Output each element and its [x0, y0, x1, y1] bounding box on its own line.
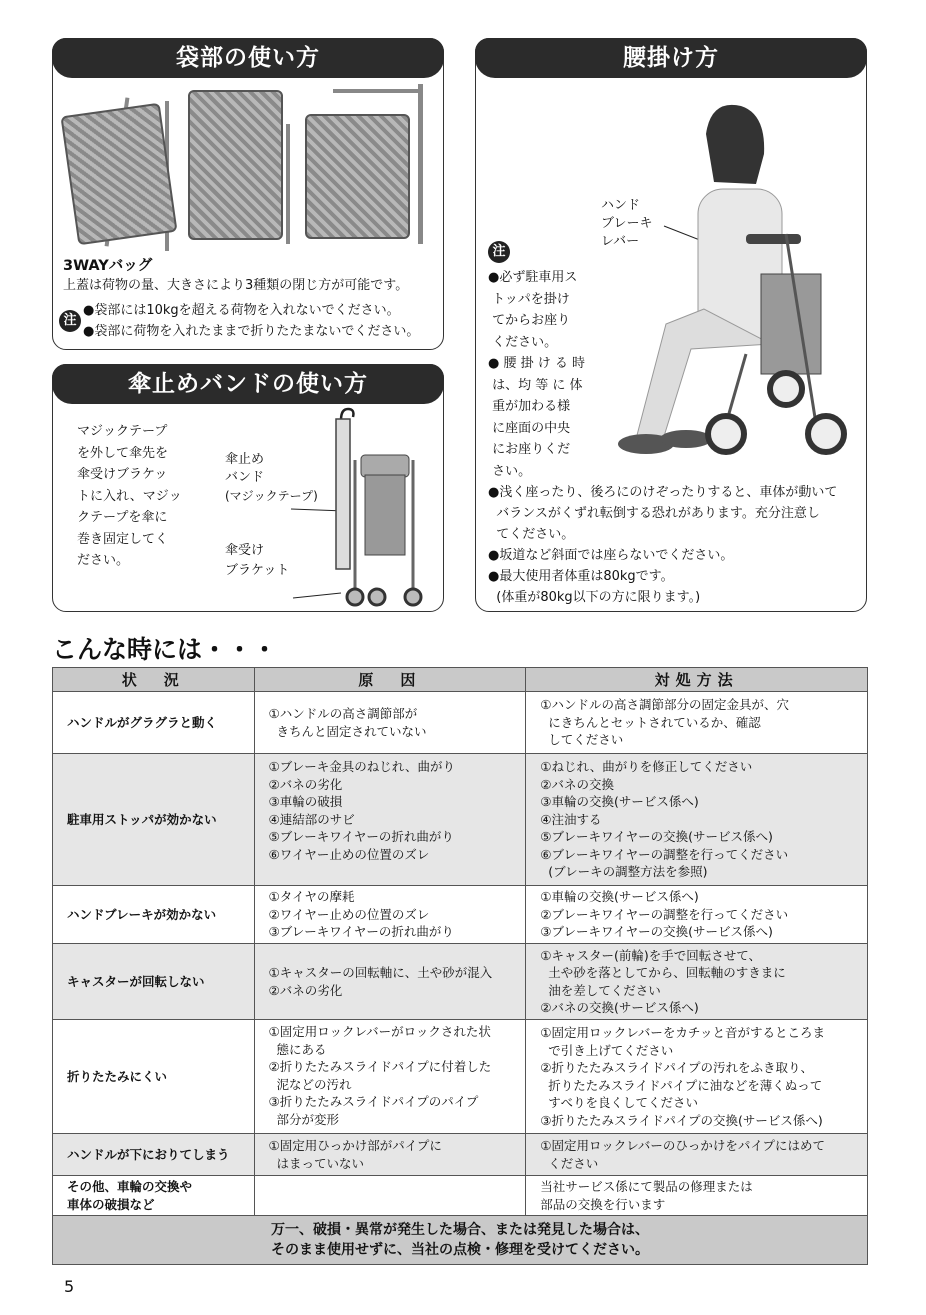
- note-line: トッパを掛け: [488, 291, 570, 307]
- bag-note-2: ●袋部に荷物を入れたままで折りたたまないでください。: [83, 324, 420, 339]
- label-line: 傘止め: [225, 452, 265, 467]
- cause-cell: [254, 886, 526, 944]
- footer-line: 万一、破損・異常が発生した場合、または発見した場合は、: [271, 1222, 649, 1238]
- cell-line: ②折りたたみスライドパイプの汚れをふき取り、: [540, 1060, 814, 1075]
- instruction-line: 巻き固定してく: [77, 531, 169, 547]
- label-line: ブレーキ: [601, 216, 653, 231]
- remedy-cell: [526, 944, 868, 1020]
- cell-line: ①ハンドルの高さ調節部が: [268, 706, 418, 721]
- situation-cell: ハンドルが下におりてしまう: [53, 1134, 255, 1176]
- cell-line: 車体の破損など: [67, 1196, 155, 1212]
- cell-line: ③ブレーキワイヤーの折れ曲がり: [268, 924, 454, 940]
- label-line: ブラケット: [225, 563, 290, 578]
- cell-line: ③車輪の交換(サービス係へ): [540, 794, 699, 810]
- cell-line: にきちんとセットされているか、確認: [540, 714, 761, 730]
- sitting-notes-narrow: [488, 267, 585, 482]
- bag-description: 上蓋は荷物の量、大きさにより3種類の閉じ方が可能です。: [63, 278, 409, 293]
- cause-cell: [254, 1020, 526, 1134]
- cell-line: ①固定用ひっかけ部がパイプに: [268, 1138, 442, 1153]
- note-line: ●必ず駐車用ス: [488, 270, 578, 285]
- cell-line: ③折りたたみスライドパイプのパイプ: [268, 1094, 479, 1109]
- cell-line: ③ブレーキワイヤーの交換(サービス係へ): [540, 924, 773, 940]
- cell-line: ①キャスター(前輪)を手で回転させて、: [540, 947, 762, 963]
- remedy-cell: [526, 886, 868, 944]
- note-line: てください。: [488, 527, 575, 542]
- table-row: [53, 1134, 868, 1176]
- cell-line: してください: [540, 732, 624, 748]
- cell-line: ①固定用ロックレバーがロックされた状: [268, 1024, 491, 1039]
- caution-icon: 注: [488, 241, 510, 263]
- cell-line: ④注油する: [540, 811, 602, 827]
- footer-line: そのまま使用せずに、当社の点検・修理を受けてください。: [271, 1242, 649, 1258]
- cell-line: ②バネの劣化: [268, 776, 343, 792]
- cell-line: ③車輪の破損: [268, 794, 343, 809]
- cell-line: ①ブレーキ金具のねじれ、曲がり: [268, 759, 455, 774]
- note-line: ●浅く座ったり、後ろにのけぞったりすると、車体が動いて: [488, 485, 838, 500]
- cell-line: ①固定用ロックレバーのひっかけをパイプにはめて: [540, 1138, 826, 1153]
- bag-subtitle: 3WAYバッグ: [63, 258, 153, 274]
- cell-line: 土や砂を落としてから、回転軸のすきまに: [540, 965, 786, 980]
- label-line: ハンド: [601, 198, 641, 213]
- note-line: バランスがくずれ転倒する恐れがあります。充分注意し: [488, 506, 820, 521]
- cell-line: ⑤ブレーキワイヤーの交換(サービス係へ): [540, 829, 773, 845]
- cell-line: 折りたたみスライドパイプに油などを薄くぬって: [540, 1077, 823, 1093]
- instruction-line: ださい。: [77, 553, 130, 568]
- cell-line: 当社サービス係にて製品の修理または: [540, 1179, 753, 1194]
- umbrella-walker-illustration: [273, 405, 423, 610]
- cell-line: 部品の交換を行います: [540, 1196, 666, 1212]
- note-line: てからお座り: [488, 313, 571, 328]
- remedy-cell: [526, 1134, 868, 1176]
- bag-photo-2: [188, 84, 298, 249]
- situation-cell: キャスターが回転しない: [53, 944, 255, 1020]
- situation-cell: 折りたたみにくい: [53, 1020, 255, 1134]
- sitting-title: 腰掛け方: [475, 38, 867, 78]
- situation-cell: 駐車用ストッパが効かない: [53, 754, 255, 886]
- cell-line: その他、車輪の交換や: [67, 1179, 193, 1194]
- warning-footer: [53, 1216, 868, 1265]
- umbrella-band-panel: [52, 364, 444, 612]
- situation-cell: ハンドルがグラグラと動く: [53, 692, 255, 754]
- cell-line: (ブレーキの調整方法を参照): [540, 864, 708, 880]
- instruction-line: 傘受けブラケッ: [77, 467, 168, 482]
- cell-line: すべりを良くしてください: [540, 1095, 698, 1110]
- remedy-cell: [526, 692, 868, 754]
- cell-line: ②バネの劣化: [268, 982, 343, 998]
- bag-usage-panel: [52, 38, 444, 350]
- label-line: 傘受け: [225, 543, 265, 558]
- cell-line: ください: [540, 1155, 599, 1171]
- cell-line: ①タイヤの摩耗: [268, 889, 355, 905]
- cell-line: ④連結部のサビ: [268, 811, 355, 827]
- sitting-notes-wide: [488, 482, 837, 608]
- cell-line: はまっていない: [268, 1155, 364, 1171]
- note-line: (体重が80kg以下の方に限ります。): [488, 590, 701, 605]
- note-line: 重が加わる様: [488, 399, 571, 414]
- note-line: にお座りくだ: [488, 442, 571, 457]
- label-line: バンド: [225, 470, 265, 485]
- situation-cell: ハンドブレーキが効かない: [53, 886, 255, 944]
- cell-line: ⑤ブレーキワイヤーの折れ曲がり: [268, 829, 454, 844]
- cell-line: ②ブレーキワイヤーの調整を行ってください: [540, 906, 789, 922]
- cell-line: 泥などの汚れ: [268, 1076, 352, 1092]
- cell-line: ②ワイヤー止めの位置のズレ: [268, 906, 430, 922]
- umbrella-band-title: 傘止めバンドの使い方: [52, 364, 444, 404]
- instruction-line: クテープを傘に: [77, 510, 168, 525]
- cell-line: ①ねじれ、曲がりを修正してください: [540, 759, 753, 775]
- bag-photo-3: [303, 84, 433, 249]
- label-line: (マジックテープ): [225, 489, 318, 503]
- cell-line: ①固定用ロックレバーをカチッと音がするところま: [540, 1025, 826, 1040]
- cause-cell: [254, 1176, 526, 1216]
- table-footer-row: [53, 1216, 868, 1265]
- remedy-cell: [526, 1176, 868, 1216]
- cell-line: ①車輪の交換(サービス係へ): [540, 889, 699, 905]
- cell-line: 部分が変形: [268, 1111, 339, 1127]
- header-remedy: 対処方法: [526, 668, 868, 692]
- table-row: [53, 692, 868, 754]
- bag-note-1: ●袋部には10kgを超える荷物を入れないでください。: [83, 303, 400, 318]
- cause-cell: [254, 754, 526, 886]
- caution-icon: 注: [59, 310, 81, 332]
- sitting-panel: [475, 38, 867, 612]
- note-line: に座面の中央: [488, 420, 571, 436]
- cell-line: ①キャスターの回転軸に、土や砂が混入: [268, 965, 493, 980]
- cause-cell: [254, 692, 526, 754]
- cell-line: で引き上げてください: [540, 1042, 674, 1058]
- cell-line: ⑥ワイヤー止めの位置のズレ: [268, 846, 430, 862]
- table-row: [53, 886, 868, 944]
- label-line: レバー: [601, 234, 640, 249]
- table-row: [53, 754, 868, 886]
- cell-line: ②バネの交換(サービス係へ): [540, 1000, 699, 1015]
- instruction-line: マジックテープ: [77, 424, 168, 439]
- bag-usage-title: 袋部の使い方: [52, 38, 444, 78]
- troubleshooting-heading: こんな時には・・・: [52, 635, 278, 664]
- header-cause: 原 因: [254, 668, 526, 692]
- remedy-cell: [526, 754, 868, 886]
- umbrella-instructions: [77, 421, 182, 572]
- instruction-line: トに入れ、マジッ: [77, 488, 182, 504]
- note-line: ●坂道など斜面では座らないでください。: [488, 548, 734, 563]
- cell-line: ①ハンドルの高さ調節部分の固定金具が、穴: [540, 697, 790, 713]
- note-line: ください。: [488, 334, 558, 350]
- table-row: [53, 944, 868, 1020]
- table-row: [53, 1020, 868, 1134]
- remedy-cell: [526, 1020, 868, 1134]
- cell-line: ⑥ブレーキワイヤーの調整を行ってください: [540, 846, 789, 862]
- note-line: ● 腰 掛 け る 時: [488, 356, 586, 371]
- table-header-row: [53, 668, 868, 692]
- situation-cell: [53, 1176, 255, 1216]
- cell-line: 態にある: [268, 1041, 327, 1057]
- seated-woman-photo: [606, 94, 856, 464]
- note-line: は、均 等 に 体: [488, 377, 583, 393]
- instruction-line: を外して傘先を: [77, 445, 169, 461]
- cell-line: ②バネの交換: [540, 776, 615, 792]
- bag-photo-1: [65, 89, 183, 249]
- table-row: [53, 1176, 868, 1216]
- note-line: ●最大使用者体重は80kgです。: [488, 569, 674, 584]
- cell-line: きちんと固定されていない: [268, 723, 427, 739]
- cell-line: ③折りたたみスライドパイプの交換(サービス係へ): [540, 1112, 823, 1128]
- cell-line: 油を差してください: [540, 982, 661, 998]
- cause-cell: [254, 944, 526, 1020]
- cell-line: ②折りたたみスライドパイプに付着した: [268, 1059, 492, 1074]
- cause-cell: [254, 1134, 526, 1176]
- note-line: さい。: [488, 463, 532, 479]
- header-situation: 状 況: [53, 668, 255, 692]
- page-number: 5: [64, 1277, 75, 1296]
- troubleshooting-table: [52, 667, 868, 1265]
